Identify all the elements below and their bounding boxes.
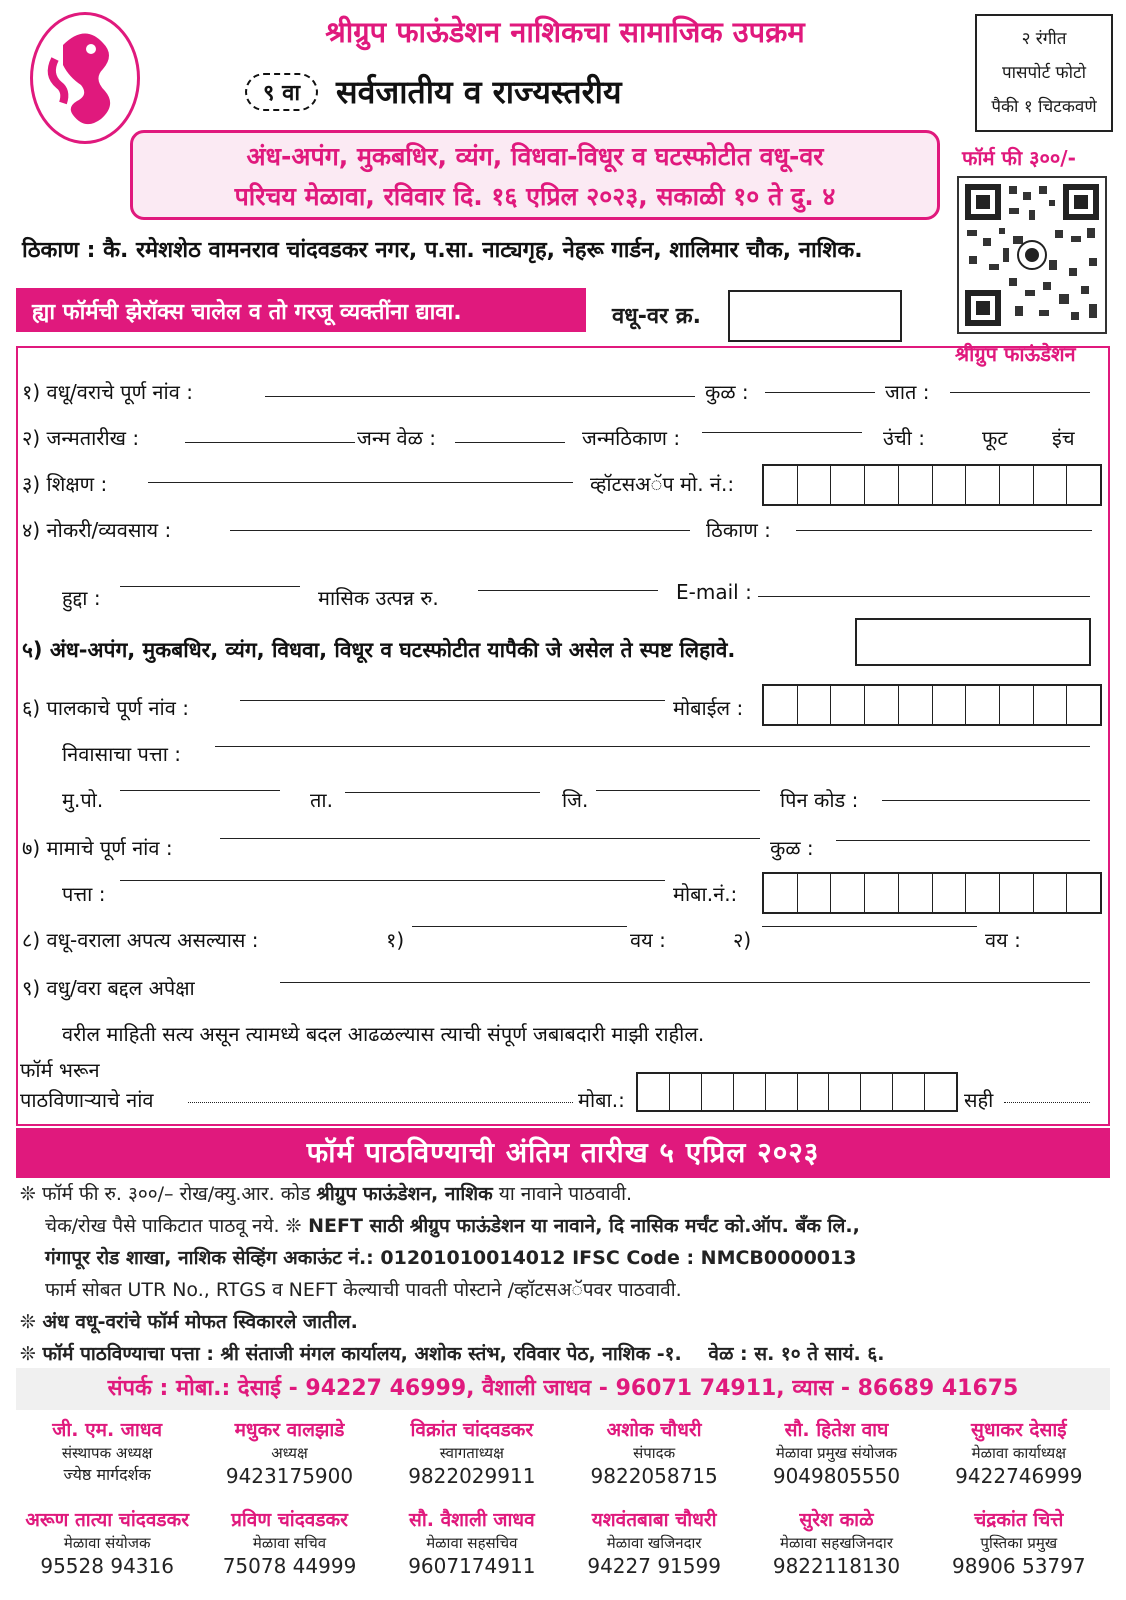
member-role: संस्थापक अध्यक्ष <box>61 1444 153 1462</box>
field-label-height: उंची : <box>883 426 925 450</box>
field-label-pincode: पिन कोड : <box>780 788 859 812</box>
child-2-label: २) <box>733 928 752 952</box>
sender-label-1: फॉर्म भरून <box>20 1058 100 1082</box>
signature-field[interactable] <box>1004 1102 1090 1103</box>
instruction-neft-a: चेक/रोख पैसे पाकिटात पाठवू नये. <box>45 1215 280 1237</box>
uncle-name-field[interactable] <box>220 838 760 839</box>
venue: ठिकाण : कै. रमेशशेठ वामनराव चांदवडकर नगर, प.सा. नाट्यगृह, नेहरू गार्डन, शालिमार चौक, नाशिक. <box>22 238 863 263</box>
pincode-field[interactable] <box>882 800 1090 801</box>
guardian-mobile-boxes[interactable] <box>762 684 1102 726</box>
qr-caption: श्रीग्रुप फाऊंडेशन <box>955 342 1076 366</box>
field-label-birth-place: जन्मठिकाण : <box>582 426 681 450</box>
post-field[interactable] <box>120 586 300 587</box>
member-name: जी. एम. जाधव <box>52 1419 163 1441</box>
member-name: सौ. वैशाली जाधव <box>408 1509 535 1531</box>
team-member <box>928 1506 1110 1578</box>
team-row-2 <box>16 1506 1110 1578</box>
occupation-field[interactable] <box>230 530 690 531</box>
team-member <box>563 1416 745 1488</box>
mupo-field[interactable] <box>120 790 280 791</box>
qr-code-icon <box>959 178 1105 332</box>
category-field[interactable] <box>855 618 1091 666</box>
field-label-occupation: ४) नोकरी/व्यवसाय : <box>22 518 172 542</box>
member-phone: 9049805550 <box>772 1464 901 1488</box>
member-role: अध्यक्ष <box>271 1444 308 1462</box>
child-1-age-label: वय : <box>630 928 666 952</box>
member-role: मेळावा सचिव <box>252 1534 327 1552</box>
member-name: यशवंतबाबा चौधरी <box>591 1509 717 1531</box>
instruction-time: वेळ : स. १० ते सायं. ६. <box>708 1343 885 1365</box>
photo-note-line: २ रंगीत <box>1021 29 1067 49</box>
email-field[interactable] <box>758 596 1090 597</box>
name-field[interactable] <box>265 396 695 397</box>
serial-number-field[interactable] <box>728 290 902 342</box>
member-role: मेळावा संयोजक <box>63 1534 151 1552</box>
sender-name-field[interactable] <box>188 1102 573 1103</box>
member-phone: 9822029911 <box>408 1464 536 1488</box>
guardian-name-field[interactable] <box>240 700 665 701</box>
sender-mobile-boxes[interactable] <box>636 1072 958 1112</box>
sender-mobile-label: मोबा.: <box>578 1088 625 1112</box>
dob-field[interactable] <box>185 442 355 443</box>
field-label-guardian-mobile: मोबाईल : <box>673 696 744 720</box>
instruction-address-a: ❊ फॉर्म पाठविण्याचा पत्ता : श्री संताजी मंगल कार्यालय, अशोक स्तंभ, रविवार पेठ, नाशिक -१. <box>20 1343 682 1365</box>
team-member <box>381 1416 563 1488</box>
birth-place-field[interactable] <box>702 432 862 433</box>
uncle-kul-field[interactable] <box>836 840 1090 841</box>
event-box <box>130 130 940 220</box>
district-field[interactable] <box>596 790 760 791</box>
member-name: मधुकर वालझाडे <box>234 1419 345 1441</box>
child-1-field[interactable] <box>412 926 627 927</box>
member-role: स्वागताध्यक्ष <box>439 1444 504 1462</box>
work-place-field[interactable] <box>796 530 1092 531</box>
field-label-dob: २) जन्मतारीख : <box>22 426 140 450</box>
signature-label: सही <box>964 1088 994 1112</box>
caste-field[interactable] <box>950 392 1090 393</box>
field-label-education: ३) शिक्षण : <box>22 472 108 496</box>
member-phone: 9423175900 <box>225 1464 354 1488</box>
team-member <box>745 1506 927 1578</box>
ganesha-logo <box>30 12 140 144</box>
member-phone: 98906 53797 <box>952 1554 1086 1578</box>
photo-box <box>975 14 1113 132</box>
team-member <box>16 1416 198 1488</box>
deadline-banner: फॉर्म पाठविण्याची अंतिम तारीख ५ एप्रिल २०२३ <box>16 1128 1110 1178</box>
member-name: विक्रांत चांदवडकर <box>410 1419 534 1441</box>
field-label-feet: फूट <box>982 426 1008 450</box>
instruction-fee-a: ❊ फॉर्म फी रु. ३००/– रोख/क्यु.आर. कोड <box>20 1183 311 1205</box>
taluka-field[interactable] <box>345 792 540 793</box>
member-name: सुधाकर देसाई <box>970 1419 1067 1441</box>
field-label-uncle-address: पत्ता : <box>62 882 106 906</box>
sender-label-2: पाठविणाऱ्याचे नांव <box>20 1088 154 1112</box>
member-phone: 9822058715 <box>590 1464 718 1488</box>
member-name: सौ. हितेश वाघ <box>784 1419 889 1441</box>
team-member <box>928 1416 1110 1488</box>
member-phone: 9822118130 <box>772 1554 901 1578</box>
field-label-caste: जात : <box>885 380 930 404</box>
field-label-district: जि. <box>562 788 589 812</box>
instruction-fee-c: या नावाने पाठवावी. <box>498 1183 633 1205</box>
ganesha-icon <box>33 15 137 141</box>
member-name: अशोक चौधरी <box>606 1419 702 1441</box>
form-area <box>16 346 1110 1126</box>
field-label-uncle-mobile: मोबा.नं.: <box>673 882 738 906</box>
subtitle-row <box>245 70 622 113</box>
member-role: मेळावा खजिनदार <box>606 1534 702 1552</box>
field-label-name: १) वधू/वराचे पूर्ण नांव : <box>22 380 193 404</box>
field-label-category: ५) अंध-अपंग, मुकबधिर, व्यंग, विधवा, विधूर व घटस्फोटीत यापैकी जे असेल ते स्पष्ट लिहावे. <box>22 638 736 662</box>
income-field[interactable] <box>478 590 658 591</box>
field-label-birth-time: जन्म वेळ : <box>357 426 436 450</box>
child-2-field[interactable] <box>762 926 977 927</box>
child-2-age-label: वय : <box>985 928 1021 952</box>
member-role: पुस्तिका प्रमुख <box>980 1534 1058 1552</box>
instruction-address <box>20 1340 884 1366</box>
member-phone: 95528 94316 <box>40 1554 174 1578</box>
field-label-taluka: ता. <box>310 788 333 812</box>
field-label-post: हुद्दा : <box>62 586 101 610</box>
event-line-1: अंध-अपंग, मुकबधिर, व्यंग, विधवा-विधूर व घटस्फोटीत वधू-वर <box>246 142 824 171</box>
instruction-neft-b: ❊ NEFT साठी श्रीग्रुप फाऊंडेशन या नावाने, दि नासिक मर्चंट को.ऑप. बँक लि., <box>285 1215 860 1237</box>
photo-note-line: पासपोर्ट फोटो <box>1001 63 1087 83</box>
event-line-2: परिचय मेळावा, रविवार दि. १६ एप्रिल २०२३, सकाळी १० ते दु. ४ <box>234 182 836 211</box>
field-label-guardian: ६) पालकाचे पूर्ण नांव : <box>22 696 189 720</box>
member-name: चंद्रकांत चित्ते <box>974 1509 1064 1531</box>
team-member <box>198 1506 380 1578</box>
whatsapp-number-boxes[interactable] <box>762 464 1102 506</box>
team-member <box>745 1416 927 1488</box>
instruction-bank: गंगापूर रोड शाखा, नाशिक सेव्हिंग अकाऊंट नं.: 01201010014012 IFSC Code : NMCB0000013 <box>45 1247 857 1269</box>
instruction-fee <box>20 1180 632 1206</box>
instruction-blind-free: ❊ अंध वधू-वरांचे फॉर्म मोफत स्विकारले जातील. <box>20 1311 358 1333</box>
team-member <box>381 1506 563 1578</box>
field-label-expectations: ९) वधु/वरा बद्दल अपेक्षा <box>22 976 195 1000</box>
photo-note-line: पैकी १ चिटकवणे <box>991 97 1097 117</box>
member-name: अरूण तात्या चांदवडकर <box>25 1509 189 1531</box>
declaration: वरील माहिती सत्य असून त्यामध्ये बदल आढळल्यास त्याची संपूर्ण जबाबदारी माझी राहील. <box>62 1022 705 1046</box>
field-label-address: निवासाचा पत्ता : <box>62 742 181 766</box>
xerox-note: ह्या फॉर्मची झेरॉक्स चालेल व तो गरजू व्यक्तींना द्यावा. <box>16 288 586 332</box>
kul-field[interactable] <box>765 392 875 393</box>
instruction-utr: फार्म सोबत UTR No., RTGS व NEFT केल्याची पावती पोस्टाने /व्हॉटसअॅपवर पाठवावी. <box>45 1279 682 1301</box>
edition-badge: ९ वा <box>245 73 318 111</box>
member-role: मेळावा सहसचिव <box>426 1534 518 1552</box>
team-member <box>198 1416 380 1488</box>
member-name: प्रविण चांदवडकर <box>231 1509 348 1531</box>
field-label-uncle: ७) मामाचे पूर्ण नांव : <box>22 836 173 860</box>
field-label-mupo: मु.पो. <box>62 788 104 812</box>
field-label-uncle-kul: कुळ : <box>770 836 814 860</box>
subtitle: सर्वजातीय व राज्यस्तरीय <box>336 73 622 111</box>
member-phone: 9607174911 <box>408 1554 536 1578</box>
team-member <box>563 1506 745 1578</box>
field-label-email: E-mail : <box>676 580 752 604</box>
uncle-mobile-boxes[interactable] <box>762 872 1102 914</box>
field-label-work-place: ठिकाण : <box>706 518 771 542</box>
team-member <box>16 1506 198 1578</box>
expectations-field[interactable] <box>280 982 1090 983</box>
field-label-whatsapp: व्हॉटसअॅप मो. नं.: <box>590 472 735 496</box>
member-phone: 94227 91599 <box>587 1554 721 1578</box>
form-fee: फॉर्म फी ३००/- <box>962 146 1076 170</box>
uncle-address-field[interactable] <box>120 880 665 881</box>
team-row-1 <box>16 1416 1110 1488</box>
member-role: संपादक <box>633 1444 676 1462</box>
member-phone: 9422746999 <box>955 1464 1083 1488</box>
education-field[interactable] <box>148 482 573 483</box>
member-role: मेळावा सहखजिनदार <box>780 1534 893 1552</box>
child-1-label: १) <box>386 928 405 952</box>
field-label-income: मासिक उत्पन्न रु. <box>318 586 439 610</box>
field-label-inch: इंच <box>1052 426 1075 450</box>
field-label-children: ८) वधू-वराला अपत्य असल्यास : <box>22 928 259 952</box>
member-role: मेळावा कार्याध्यक्ष <box>971 1444 1066 1462</box>
org-title: श्रीग्रुप फाऊंडेशन नाशिकचा सामाजिक उपक्रम <box>325 15 805 49</box>
qr-code[interactable] <box>957 176 1107 334</box>
serial-label: वधू-वर क्र. <box>612 304 702 329</box>
member-role: मेळावा प्रमुख संयोजक <box>775 1444 898 1462</box>
address-field[interactable] <box>215 746 1090 747</box>
contact-bar: संपर्क : मोबा.: देसाई - 94227 46999, वैशाली जाधव - 96071 74911, व्यास - 86689 41675 <box>16 1368 1110 1410</box>
member-role-2: ज्येष्ठ मार्गदर्शक <box>63 1465 151 1484</box>
instruction-fee-b: श्रीग्रुप फाऊंडेशन, नाशिक <box>316 1183 493 1205</box>
member-phone: 75078 44999 <box>222 1554 357 1578</box>
instruction-neft <box>45 1212 860 1238</box>
member-name: सुरेश काळे <box>799 1509 874 1531</box>
field-label-kul: कुळ : <box>705 380 749 404</box>
birth-time-field[interactable] <box>455 442 565 443</box>
